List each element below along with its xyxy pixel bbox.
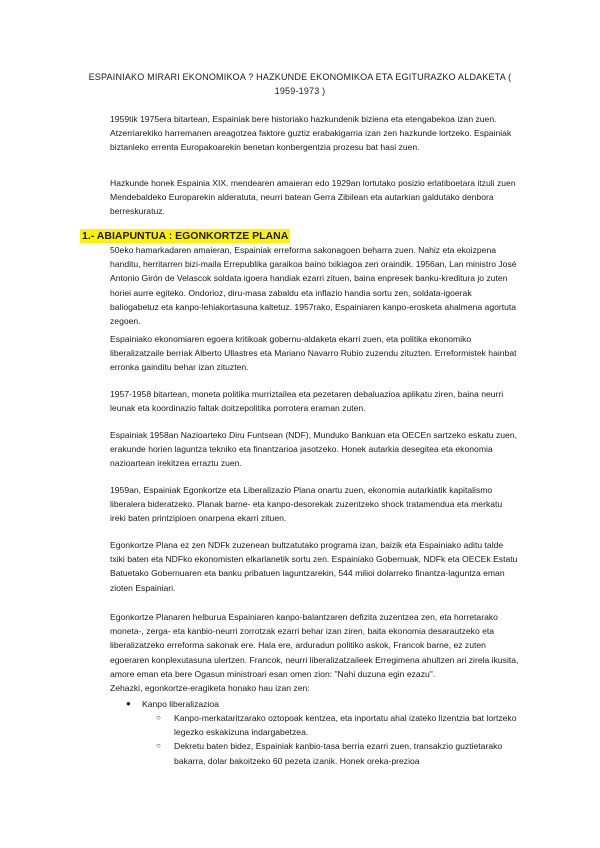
- filled-bullet-icon: ●: [126, 699, 131, 708]
- section-paragraph-4: Espainiak 1958an Nazioarteko Diru Funtsean (NDF), Munduko Bankuan eta OECEn sartzeko eskatu zuen, erakunde horien laguntza tekniko eta finantzarioa jasotzeko. Honek autarkia desegitea eta ekonomia nazioartean irekitzea erraztu zuen.: [110, 430, 517, 469]
- section-paragraph-7: Egonkortze Planaren helburua Espainiaren kanpo-balantzaren defizita zuzentzea zen, eta horretarako moneta-, zerga- eta kanbio-neurri zorrotzak ezarri behar izan ziren, baita ekonomia desarautzeko eta liberalizatzeko erreforma sakonak ere. Hala ere, arduradun politiko askok, Francok barne, ez zuten egoeraren konplexutasuna ulertzen. Francok, neurri liberalizatzaileek Erregimena ahultzen ari zirela ikusita, amore eman eta bere Ogasun ministroari esan omen zion: "Nahi duzuna egin ezazu".: [110, 612, 519, 679]
- hollow-bullet-icon: ○: [156, 713, 161, 722]
- intro-paragraph-1: 1959tik 1975era bitartean, Espainiak bere historiako hazkundenik biziena eta etengabekoa izan zuen. Atzerriarekiko harremanen areagotzea faktore guztiz erabakigarria izan zen hazkunde lortzeko. Espainiak biztanleko errenta Europakoarekin benetan konbergentzia prozesu bat hasi zuen.: [110, 114, 512, 153]
- list-item: [110, 697, 530, 768]
- section-heading: 1.- ABIAPUNTUA : EGONKORTZE PLANA: [82, 230, 289, 242]
- section-paragraph-3: 1957-1958 bitartean, moneta politika murriztailea eta pezetaren debaluazioa aplikatu ziren, baina neurri leunak eta koordinazio faltak doitzepolitika porrotera eraman zuten.: [110, 389, 504, 414]
- document-title: ESPAINIAKO MIRARI EKONOMIKOA ? HAZKUNDE EKONOMIKOA ETA EGITURAZKO ALDAKETA ( 1959-1973 ): [88, 72, 512, 96]
- section-paragraph-2: Espainiako ekonomiaren egoera kritikoak gobernu-aldaketa ekarri zuen, eta politika ekonomiko liberalizatzaile berriak Alberto Ullastres eta Mariano Navarro Rubio zuzendu zituzten. Erreformistek hainbat erronka gainditu behar izan zituzten.: [110, 334, 517, 373]
- bullet-list: [110, 697, 530, 768]
- sub-list-item-text: Dekretu baten bidez, Espainiak kanbio-tasa berria ezarri zuen, transakzio guztietarako bakarra, dolar bakoitzeko 60 pezeta izanik. Honek oreka-prezioa: [174, 741, 503, 766]
- sub-list-item: [142, 711, 530, 739]
- sub-list-item: [142, 739, 530, 767]
- section-paragraph-1: 50eko hamarkadaren amaieran, Espainiak erreforma sakonagoen beharra zuen. Nahiz eta ekoizpena handitu, herritarren bizi-maila Errepublika garaikoa baino txikiagoa zen oraindik. 1956an, Lan ministro José Antonio Girón de Velascok soldata igoera handiak ezarri zituen, baina enpresek banku-kreditura jo zuten horiei aurre egiteko. Ondorioz, diru-masa zabaldu eta inflazio handia sortu zen, soldata-igoerak baliogabetuz eta kanpo-lehiakortasuna kaltetuz. 1957rako, Espainiaren kanpo-erosketa ahalmena agortuta zegoen.: [110, 245, 517, 327]
- section-paragraph-5: 1959an, Espainiak Egonkortze eta Liberalizazio Plana onartu zuen, ekonomia autarkiatik kapitalismo liberalera bideratzeko. Planak barne- eta kanpo-desorekak zuzentzeko shock tratamendua eta merkatu ireki baten printzipioen onarpena ekarri zituen.: [110, 485, 503, 524]
- section-paragraph-8: Zehazki, egonkortze-eragiketa honako hau izan zen:: [110, 683, 310, 693]
- intro-paragraph-2: Hazkunde honek Espainia XIX. mendearen amaieran edo 1929an lortutako posizio erlatiboetara itzuli zuen Mendebaldeko Europarekin alderatuta, neurri batean Gerra Zibilean eta autarkian galdutako denbora berreskuratuz.: [110, 178, 516, 217]
- sub-list-item-text: Kanpo-merkataritzarako oztopoak kentzea, eta inportatu ahal izateko lizentzia bat lortzeko legezko eskakizuna indargabetzea.: [174, 713, 517, 738]
- section-paragraph-6: Egonkortze Plana ez zen NDFk zuzenean bultzatutako programa izan, baizik eta Espainiako aditu talde txiki baten eta NDFko ekonomisten elkarlanetik sortu zen. Espainiako Gobernuak, NDFk eta OECEk Estatu Batuetako Gobernuaren eta banku pribatuen laguntzarekin, 544 milioi dolarreko finantza-laguntza eman zioten Espainiari.: [110, 540, 518, 593]
- sub-list: [142, 711, 530, 768]
- list-item-label: Kanpo liberalizazioa: [142, 699, 219, 709]
- hollow-bullet-icon: ○: [156, 741, 161, 751]
